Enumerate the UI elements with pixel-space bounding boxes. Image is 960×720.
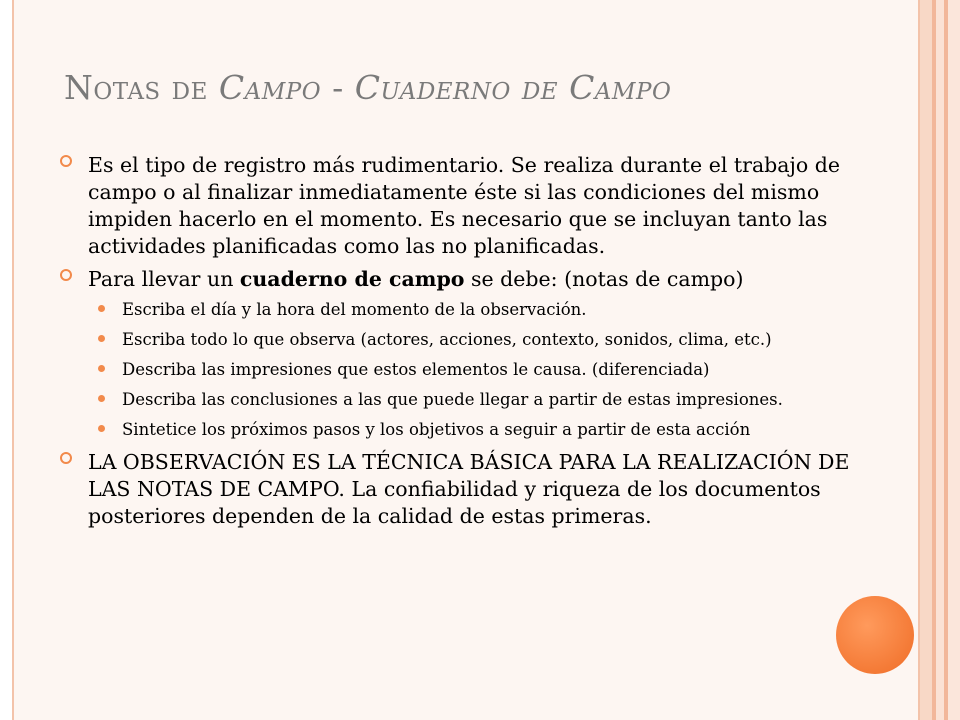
slide-title [64, 68, 671, 107]
title-part: - [321, 68, 355, 107]
bullet-dot-icon [98, 365, 105, 372]
title-part: Campo [569, 68, 672, 107]
sub-bullet-text: Sintetice los próximos pasos y los objetivos a seguir a partir de esta acción [122, 420, 751, 439]
sub-bullet-item [88, 359, 890, 381]
bullet-text: LA OBSERVACIÓN ES LA TÉCNICA BÁSICA PARA LA REALIZACIÓN DE LAS NOTAS DE CAMPO. La confiabilidad y riqueza de los documentos posteriores dependen de la calidad de estas primeras. [88, 450, 850, 528]
bullet-dot-icon [98, 425, 105, 432]
bullet-dot-icon [98, 395, 105, 402]
sub-bullet-text: Escriba todo lo que observa (actores, acciones, contexto, sonidos, clima, etc.) [122, 330, 772, 349]
sub-bullet-item [88, 299, 890, 321]
bullet-item [60, 266, 890, 293]
title-part: Campo [218, 68, 322, 107]
bullet-text: Es el tipo de registro más rudimentario. Se realiza durante el trabajo de campo o al finalizar inmediatamente éste si las condiciones del mismo impiden hacerlo en el momento. Es necesario que se incluyan tanto las actividades planificadas como las no planificadas. [88, 153, 840, 258]
orange-circle-icon [836, 596, 914, 674]
bullet-text-after: se debe: (notas de campo) [464, 267, 744, 291]
slide-content [60, 152, 890, 536]
title-part: Notas de [64, 68, 219, 107]
sub-bullet-item [88, 419, 890, 441]
bullet-item [60, 152, 890, 260]
decor-stripe [936, 0, 944, 720]
sub-bullet-text: Escriba el día y la hora del momento de la observación. [122, 300, 587, 319]
decor-stripe [920, 0, 932, 720]
sub-bullet-text: Describa las impresiones que estos elementos le causa. (diferenciada) [122, 360, 710, 379]
bullet-ring-icon [60, 155, 72, 167]
sub-bullet-text: Describa las conclusiones a las que puede llegar a partir de estas impresiones. [122, 390, 783, 409]
bullet-text-bold: cuaderno de campo [239, 267, 465, 291]
bullet-ring-icon [60, 452, 72, 464]
bullet-ring-icon [60, 269, 72, 281]
bullet-dot-icon [98, 305, 105, 312]
sub-bullet-item [88, 389, 890, 411]
bullet-text-before: Para llevar un [88, 267, 240, 291]
title-part: Cuaderno de [354, 68, 570, 107]
sub-bullet-item [88, 329, 890, 351]
bullet-dot-icon [98, 335, 105, 342]
bullet-item [60, 449, 890, 530]
decor-stripe [948, 0, 960, 720]
